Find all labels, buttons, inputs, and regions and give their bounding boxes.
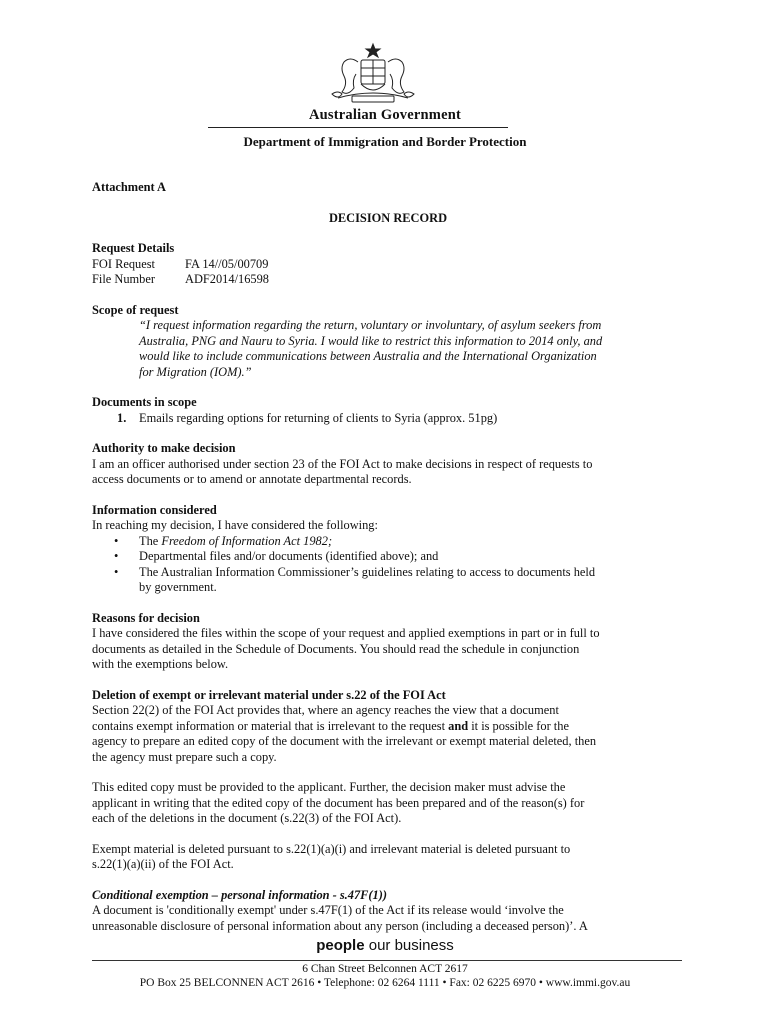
documents-heading: Documents in scope [92, 395, 197, 409]
deletion-line: Section 22(2) of the FOI Act provides that, where an agency reaches the view that a document [92, 703, 559, 717]
document-body [92, 180, 684, 934]
bullet-icon: • [114, 564, 119, 579]
deletion-line: Exempt material is deleted pursuant to s.22(1)(a)(i) and irrelevant material is deleted pursuant to [92, 841, 571, 856]
scope-quote-line: “I request information regarding the return, voluntary or involuntary, of asylum seekers from [139, 318, 602, 332]
deletion-line: the agency must prepare such a copy. [92, 749, 277, 764]
bullet-icon: • [114, 533, 119, 548]
scope-quote-line: would like to include communications between Australia and the International Organization [139, 349, 597, 363]
deletion-heading: Deletion of exempt or irrelevant material under s.22 of the FOI Act [92, 687, 446, 702]
documents-item-text: Emails regarding options for returning of clients to Syria (approx. 51pg) [139, 410, 498, 425]
department-title: Department of Immigration and Border Protection [243, 134, 527, 149]
reasons-line: documents as detailed in the Schedule of Documents. You should read the schedule in conjunction [92, 641, 580, 656]
list-item: • The Australian Information Commissioner’s guidelines relating to access to documents held by government. [114, 564, 596, 594]
foi-request-label: FOI Request [92, 256, 155, 271]
information-list [92, 534, 684, 596]
information-intro: In reaching my decision, I have considered the following: [92, 518, 378, 532]
conditional-line: unreasonable disclosure of personal information about any person (including a deceased person)’. A [92, 918, 588, 933]
conditional-heading: Conditional exemption – personal information - s.47F(1)) [92, 887, 387, 902]
footer-contact: PO Box 25 BELCONNEN ACT 2616 • Telephone: 02 6264 1111 • Fax: 02 6225 6970 • www.immi.gov.au [139, 977, 631, 989]
bullet-icon: • [114, 549, 119, 563]
footer-tagline: people our business [316, 937, 454, 954]
conditional-line: A document is 'conditionally exempt' under s.47F(1) of the Act if its release would ‘involve the [92, 903, 564, 917]
deletion-line: This edited copy must be provided to the applicant. Further, the decision maker must advise the [92, 780, 566, 794]
request-details-heading: Request Details [92, 241, 175, 255]
information-heading: Information considered [92, 502, 217, 517]
deletion-line: agency to prepare an edited copy of the document with the irrelevant or exempt material deleted, then [92, 734, 597, 748]
reasons-line: I have considered the files within the scope of your request and applied exemptions in part or in full to [92, 626, 600, 640]
documents-item-number: 1. [117, 410, 127, 425]
scope-quote-line: Australia, PNG and Nauru to Syria. I would like to restrict this information to 2014 only, and [139, 333, 603, 348]
reasons-heading: Reasons for decision [92, 610, 200, 625]
coat-of-arms-logo [318, 42, 428, 108]
documents-item [92, 411, 684, 427]
document-title: DECISION RECORD [328, 210, 448, 225]
deletion-line: applicant in writing that the edited copy of the document has been prepared and of the reason(s) for [92, 795, 585, 810]
footer-address: 6 Chan Street Belconnen ACT 2617 [302, 963, 468, 975]
authority-line: I am an officer authorised under section 23 of the FOI Act to make decisions in respect of requests to [92, 456, 593, 471]
scope-heading: Scope of request [92, 302, 179, 317]
list-item: • Departmental files and/or documents (identified above); and [114, 549, 439, 563]
deletion-line: contains exempt information or material that is irrelevant to the request and it is possible for the [92, 718, 569, 733]
reasons-line: with the exemptions below. [92, 657, 229, 671]
header-divider [208, 127, 508, 128]
deletion-line: s.22(1)(a)(ii) of the FOI Act. [92, 857, 234, 871]
authority-line: access documents or to amend or annotate departmental records. [92, 472, 412, 486]
footer-divider [92, 960, 682, 961]
file-number-label: File Number [92, 272, 155, 286]
scope-quote-line: for Migration (IOM).” [139, 364, 252, 379]
attachment-label: Attachment A [92, 180, 166, 194]
list-item: • The Freedom of Information Act 1982; [114, 533, 333, 548]
deletion-line: each of the deletions in the document (s.22(3) of the FOI Act). [92, 811, 402, 825]
authority-heading: Authority to make decision [92, 441, 236, 455]
file-number-value: ADF2014/16598 [185, 272, 269, 286]
foi-request-row [92, 257, 684, 273]
foi-request-value: FA 14//05/00709 [185, 256, 269, 271]
government-title: Australian Government [308, 107, 461, 123]
file-number-row [92, 272, 684, 288]
